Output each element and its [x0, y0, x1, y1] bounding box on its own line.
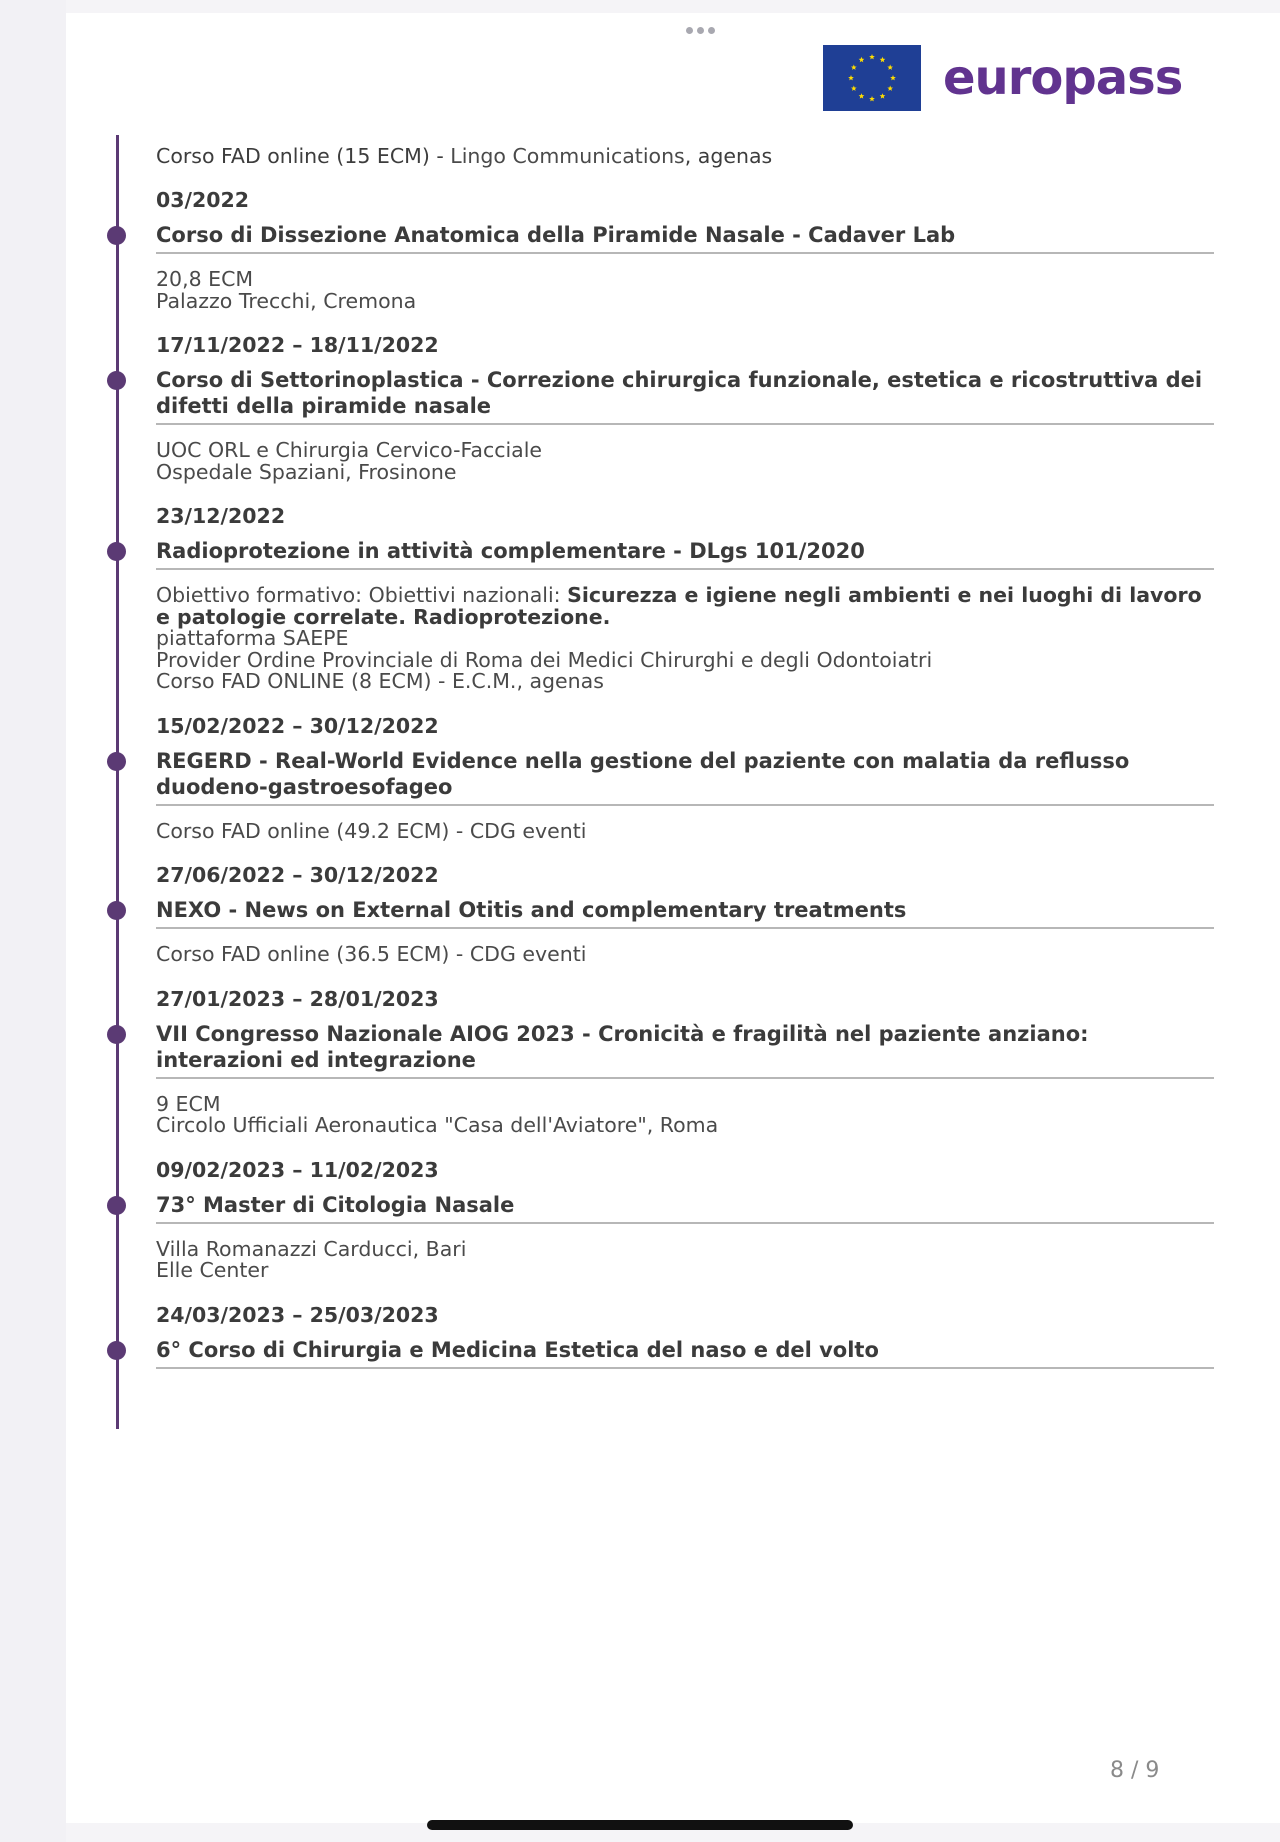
timeline-bullet-icon: [107, 752, 126, 771]
eu-star-icon: [869, 54, 875, 59]
list-item: [156, 333, 1214, 483]
timeline-bullet-icon: [107, 371, 126, 390]
home-indicator[interactable]: [427, 1820, 853, 1830]
entry-details: [156, 818, 1214, 843]
objective-value: Sicurezza e igiene negli ambienti e nei luoghi di lavoro e patologie correlate. Radioprotezione.: [156, 583, 1202, 629]
list-item: [156, 1303, 1214, 1369]
entry-title: [156, 367, 1214, 425]
detail-line: Palazzo Trecchi, Cremona: [156, 288, 417, 313]
provider-link[interactable]: Lingo Communications: [450, 144, 685, 168]
entry-date: 27/06/2022 – 30/12/2022: [156, 863, 439, 887]
entry-title: [156, 538, 1214, 570]
eu-star-icon: [887, 65, 893, 70]
eu-star-icon: [859, 57, 865, 62]
detail-line: 9 ECM: [156, 1091, 221, 1116]
detail-line: piattaforma SAEPE: [156, 626, 349, 650]
entry-title-text: NEXO - News on External Otitis and complementary treatments: [156, 898, 907, 922]
entry-details: [156, 1236, 1214, 1282]
list-item: [156, 714, 1214, 843]
detail-line: Corso FAD online (36.5 ECM) - CDG eventi: [156, 942, 587, 966]
left-margin-strip: [0, 0, 66, 1842]
entry-title-text: Corso di Dissezione Anatomica della Piramide Nasale - Cadaver Lab: [156, 223, 956, 247]
list-item: [156, 188, 1214, 312]
entry-date: 27/01/2023 – 28/01/2023: [156, 986, 439, 1011]
detail-line: 20,8 ECM: [156, 267, 254, 291]
intro-suffix: , agenas: [684, 144, 773, 168]
eu-star-icon: [851, 65, 857, 70]
page-number: 8 / 9: [1110, 1758, 1160, 1783]
entry-title: [156, 748, 1214, 806]
entry-date: 24/03/2023 – 25/03/2023: [156, 1302, 439, 1327]
detail-line: Provider Ordine Provinciale di Roma dei Medici Chirurghi e degli Odontoiatri: [156, 647, 933, 672]
eu-star-icon: [880, 57, 886, 62]
detail-line: Ospedale Spaziani, Frosinone: [156, 459, 457, 484]
entry-details: [156, 944, 1214, 966]
entry-title: [156, 1337, 1214, 1369]
entry-details: [156, 1091, 1214, 1137]
objective-label: Obiettivo formativo: Obiettivi nazionali:: [156, 583, 568, 607]
entry-details: [156, 585, 1214, 693]
list-item: [156, 504, 1214, 693]
eu-star-icon: [851, 86, 857, 91]
entry-date: 15/02/2022 – 30/12/2022: [156, 713, 439, 738]
timeline-bullet-icon: [107, 226, 126, 245]
more-options-icon[interactable]: [686, 27, 715, 34]
entry-date: 03/2022: [156, 188, 250, 212]
intro-line: [156, 145, 1214, 167]
europass-logo: [823, 45, 1182, 111]
entry-title-text: Corso di Settorinoplastica - Correzione chirurgica funzionale, estetica e ricostruttiva dei difetti della piramide nasale: [156, 368, 1203, 418]
entry-title-text: REGERD - Real-World Evidence nella gestione del paziente con malatia da reflusso duodeno-gastroesofageo: [156, 748, 1130, 799]
entry-title: [156, 1021, 1214, 1079]
timeline-bullet-icon: [107, 1025, 126, 1044]
list-item: [156, 863, 1214, 966]
detail-line: Corso FAD ONLINE (8 ECM) - E.C.M., agenas: [156, 669, 604, 693]
education-list: [156, 145, 1214, 1369]
timeline-bullet-icon: [107, 1341, 126, 1360]
detail-line: Corso FAD online (49.2 ECM) - CDG eventi: [156, 818, 587, 843]
eu-star-icon: [890, 75, 896, 80]
detail-line: Villa Romanazzi Carducci, Bari: [156, 1236, 467, 1261]
entry-title: [156, 897, 1214, 929]
timeline-line: [116, 135, 119, 1429]
entry-title: [156, 1192, 1214, 1224]
eu-flag-icon: [823, 45, 921, 111]
eu-star-icon: [887, 86, 893, 91]
detail-line: Elle Center: [156, 1258, 269, 1282]
timeline-bullet-icon: [107, 542, 126, 561]
logo-text: europass: [943, 50, 1183, 106]
entry-title-text: 6° Corso di Chirurgia e Medicina Estetica del naso e del volto: [156, 1337, 879, 1362]
eu-star-icon: [880, 93, 886, 98]
eu-star-icon: [848, 75, 854, 80]
detail-line: UOC ORL e Chirurgia Cervico-Facciale: [156, 438, 543, 462]
entry-title-text: 73° Master di Citologia Nasale: [156, 1192, 515, 1217]
objective-line: [156, 585, 1214, 628]
detail-line: Circolo Ufficiali Aeronautica "Casa dell'Aviatore", Roma: [156, 1113, 719, 1137]
entry-details: [156, 269, 1214, 312]
entry-date: 09/02/2023 – 11/02/2023: [156, 1157, 439, 1182]
intro-prefix: Corso FAD online (15 ECM) -: [156, 144, 451, 168]
entry-date: 17/11/2022 – 18/11/2022: [156, 333, 439, 357]
timeline-bullet-icon: [107, 901, 126, 920]
entry-details: [156, 440, 1214, 483]
entry-title: [156, 222, 1214, 254]
document-page: [66, 13, 1280, 1823]
timeline-bullet-icon: [107, 1196, 126, 1215]
list-item: [156, 987, 1214, 1137]
list-item: [156, 1158, 1214, 1282]
entry-date: 23/12/2022: [156, 504, 286, 528]
eu-star-icon: [869, 96, 875, 101]
entry-title-text: VII Congresso Nazionale AIOG 2023 - Cronicità e fragilità nel paziente anziano: interazioni ed integrazione: [156, 1021, 1089, 1072]
entry-title-text: Radioprotezione in attività complementare - DLgs 101/2020: [156, 539, 865, 563]
eu-star-icon: [859, 93, 865, 98]
